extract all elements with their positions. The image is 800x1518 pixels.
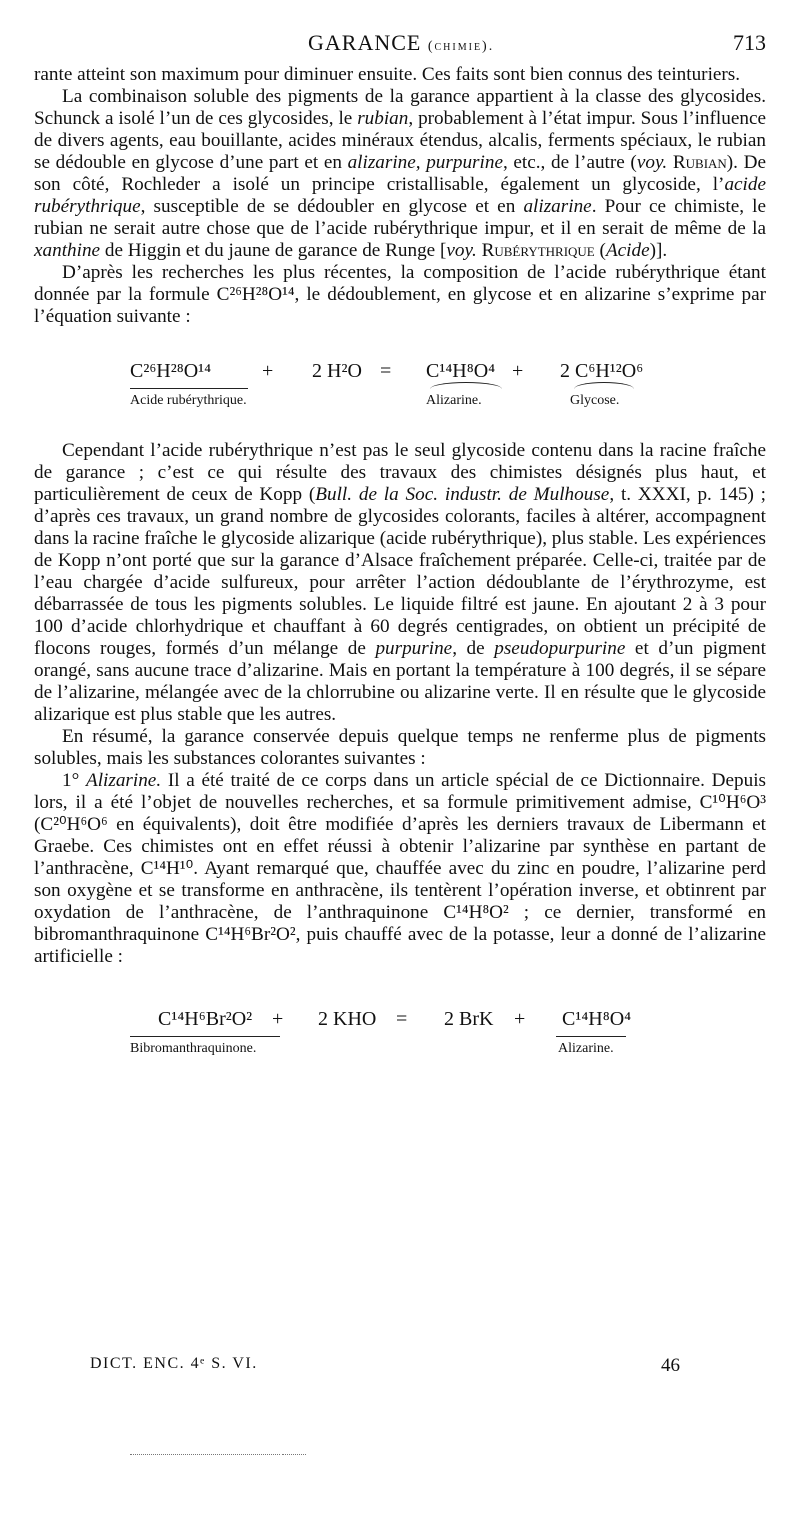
eq2-plus-2: + [514, 1008, 526, 1030]
p1-text: . Pour ce chimiste, le rubian ne serait autre chose que de l’acide rubérythrique impur, et il en serait de même de la [34, 196, 766, 239]
p1-text: La combinaison soluble des pigments de la garance appartient à la classe des glycosides. Schunck a isolé l’un de ces glycosides, le [34, 86, 766, 129]
signature-mark: 46 [661, 1355, 680, 1376]
p1-italic: voy. [446, 240, 477, 261]
paragraph-3 [34, 440, 766, 726]
p1-cross-reference: Rubérythrique [476, 240, 595, 261]
body-text [34, 64, 766, 1092]
page-footer [90, 1355, 680, 1381]
p3-italic: pseudopurpurine [494, 638, 626, 659]
paragraph-0: rante atteint son maximum pour diminuer ensuite. Ces faits sont bien connus des teinturiers. [34, 64, 741, 85]
p3-text: et d’un pigment orangé, sans aucune trace d’alizarine. Mais en portant la température à 100 degrés, il se sépare de l’alizarine, mélangée avec de la chlorrubine ou alizarine verte. Il en résulte que le glycoside alizarique est plus stable que les autres. [34, 638, 766, 725]
eq2-plus-1: + [272, 1008, 284, 1030]
eq2-underline-4 [556, 1036, 626, 1037]
eq1-equals: = [380, 360, 392, 382]
eq1-label-3: Alizarine. [426, 393, 482, 408]
p5-italic: Alizarine. [85, 770, 162, 791]
p1-text: , probablement à l’état impur. Sous l’influence de divers agents, eau bouillante, acides minéraux étendus, alcalis, ferments spéciaux, le rubian se dédouble en glycose d’une part et en [34, 108, 766, 173]
p1-italic: xanthine [34, 240, 101, 261]
p1-text: , susceptible de se dédoubler en glycose et en [140, 196, 524, 217]
p1-italic: Acide [605, 240, 650, 261]
paragraph-1 [34, 86, 766, 262]
p3-text: , t. XXXI, p. 145) ; d’après ces travaux, un grand nombre de glycosides colorants, faciles à altérer, accompagnent dans la racine fraîche le glycoside alizarique (acide rubérythrique), plus stable. Les expériences de Kopp n’ont porté que sur la garance d’Alsace fraîchement préparée. Celle-ci, traitée par de l’eau chargée d’acide sulfureux, pour arrêter l’action dédoublante de l’érythrozyme, est débarrassée de tous les pigments solubles. Le liquide filtré est jaune. En ajoutant 2 à 3 pour 100 d’acide chlorhydrique et chauffant à 60 degrés centigrades, on obtient un précipité de flocons rouges, formés d’un mélange de [34, 484, 766, 659]
dotted-rule [130, 1454, 280, 1455]
p1-italic: alizarine, purpurine [347, 152, 503, 173]
p3-text: , de [452, 638, 495, 659]
equation-rubérythrique [34, 354, 766, 434]
p1-text: ( [594, 240, 606, 261]
equation-alizarine [34, 1002, 766, 1092]
p1-text: de Higgin et du jaune de garance de Runge [ [100, 240, 447, 261]
p1-text: ). De son côté, Rochleder a isolé un principe cristallisable, également un glycoside, l’ [34, 152, 766, 195]
p1-cross-reference: Rubian [667, 152, 727, 173]
eq1-plus-1: + [262, 360, 274, 382]
p1-italic: voy. [636, 152, 668, 173]
eq2-term-1: C¹⁴H⁶Br²O² [158, 1008, 253, 1030]
p1-italic: rubian [357, 108, 409, 129]
p1-italic: acide rubérythrique [34, 174, 766, 217]
eq1-label-1: Acide rubérythrique. [130, 393, 247, 408]
p5-text: 1° [62, 770, 86, 791]
paragraph-5 [34, 770, 766, 968]
p3-italic: purpurine [375, 638, 453, 659]
eq2-underline-1 [130, 1036, 280, 1037]
eq1-term-1: C²⁶H²⁸O¹⁴ [130, 360, 212, 382]
p1-text: )]. [649, 240, 668, 261]
dotted-rule [282, 1454, 306, 1455]
eq1-plus-2: + [512, 360, 524, 382]
eq2-term-4: C¹⁴H⁸O⁴ [562, 1008, 632, 1030]
paragraph-4: En résumé, la garance conservée depuis quelque temps ne renferme plus de pigments solubles, mais les substances colorantes suivantes : [34, 726, 766, 769]
p3-text: Cependant l’acide rubérythrique n’est pas le seul glycoside contenu dans la racine fraîche de garance ; c’est ce qui résulte des travaux des chimistes désignés plus haut, et particulièrement de ceux de Kopp ( [34, 440, 766, 505]
running-header [30, 30, 766, 60]
p1-text: , etc., de l’autre ( [502, 152, 637, 173]
eq1-brace-3 [430, 382, 502, 389]
p5-text: Il a été traité de ce corps dans un article spécial de ce Dictionnaire. Depuis lors, il a été l’objet de nouvelles recherches, et sa formule primitivement admise, C¹⁰H⁶O³ (C²⁰H⁶O⁶ en équivalents), doit être modifiée d’après les derniers travaux de Libermann et Graebe. Ces chimistes ont en effet réussi à obtenir l’alizarine par synthèse en partant de l’anthracène, C¹⁴H¹⁰. Ayant remarqué que, chauffée avec du zinc en poudre, l’alizarine perd son oxygène et se transforme en anthracène, ils tentèrent l’opération inverse, et obtinrent par oxydation de l’anthracène, de l’anthraquinone C¹⁴H⁸O² ; ce dernier, transformé en bibromanthraquinone C¹⁴H⁶Br²O², puis chauffé avec de la potasse, leur a donné de l’alizarine artificielle : [34, 770, 766, 967]
title-text: GARANCE [308, 30, 422, 55]
running-title [308, 30, 494, 56]
eq2-label-4: Alizarine. [558, 1041, 614, 1056]
page-number: 713 [733, 30, 766, 55]
p3-italic: Bull. de la Soc. industr. de Mulhouse [315, 484, 610, 505]
eq2-equals: = [396, 1008, 408, 1030]
eq2-term-3: 2 BrK [444, 1008, 494, 1030]
eq1-term-2: 2 H²O [312, 360, 362, 382]
eq1-term-3: C¹⁴H⁸O⁴ [426, 360, 496, 382]
eq2-label-1: Bibromanthraquinone. [130, 1041, 257, 1056]
paragraph-2: D’après les recherches les plus récentes, la composition de l’acide rubérythrique étant donnée par la formule C²⁶H²⁸O¹⁴, le dédoublement, en glycose et en alizarine s’exprime par l’équation suivante : [34, 262, 766, 327]
footer-volume: DICT. ENC. 4ᵉ S. VI. [90, 1355, 258, 1372]
p1-italic: alizarine [523, 196, 592, 217]
eq1-underline-1 [130, 388, 248, 389]
eq2-term-2: 2 KHO [318, 1008, 377, 1030]
eq1-term-4: 2 C⁶H¹²O⁶ [560, 360, 644, 382]
title-paren: (chimie). [427, 39, 495, 54]
eq1-brace-4 [574, 382, 634, 389]
eq1-label-4: Glycose. [570, 393, 620, 408]
